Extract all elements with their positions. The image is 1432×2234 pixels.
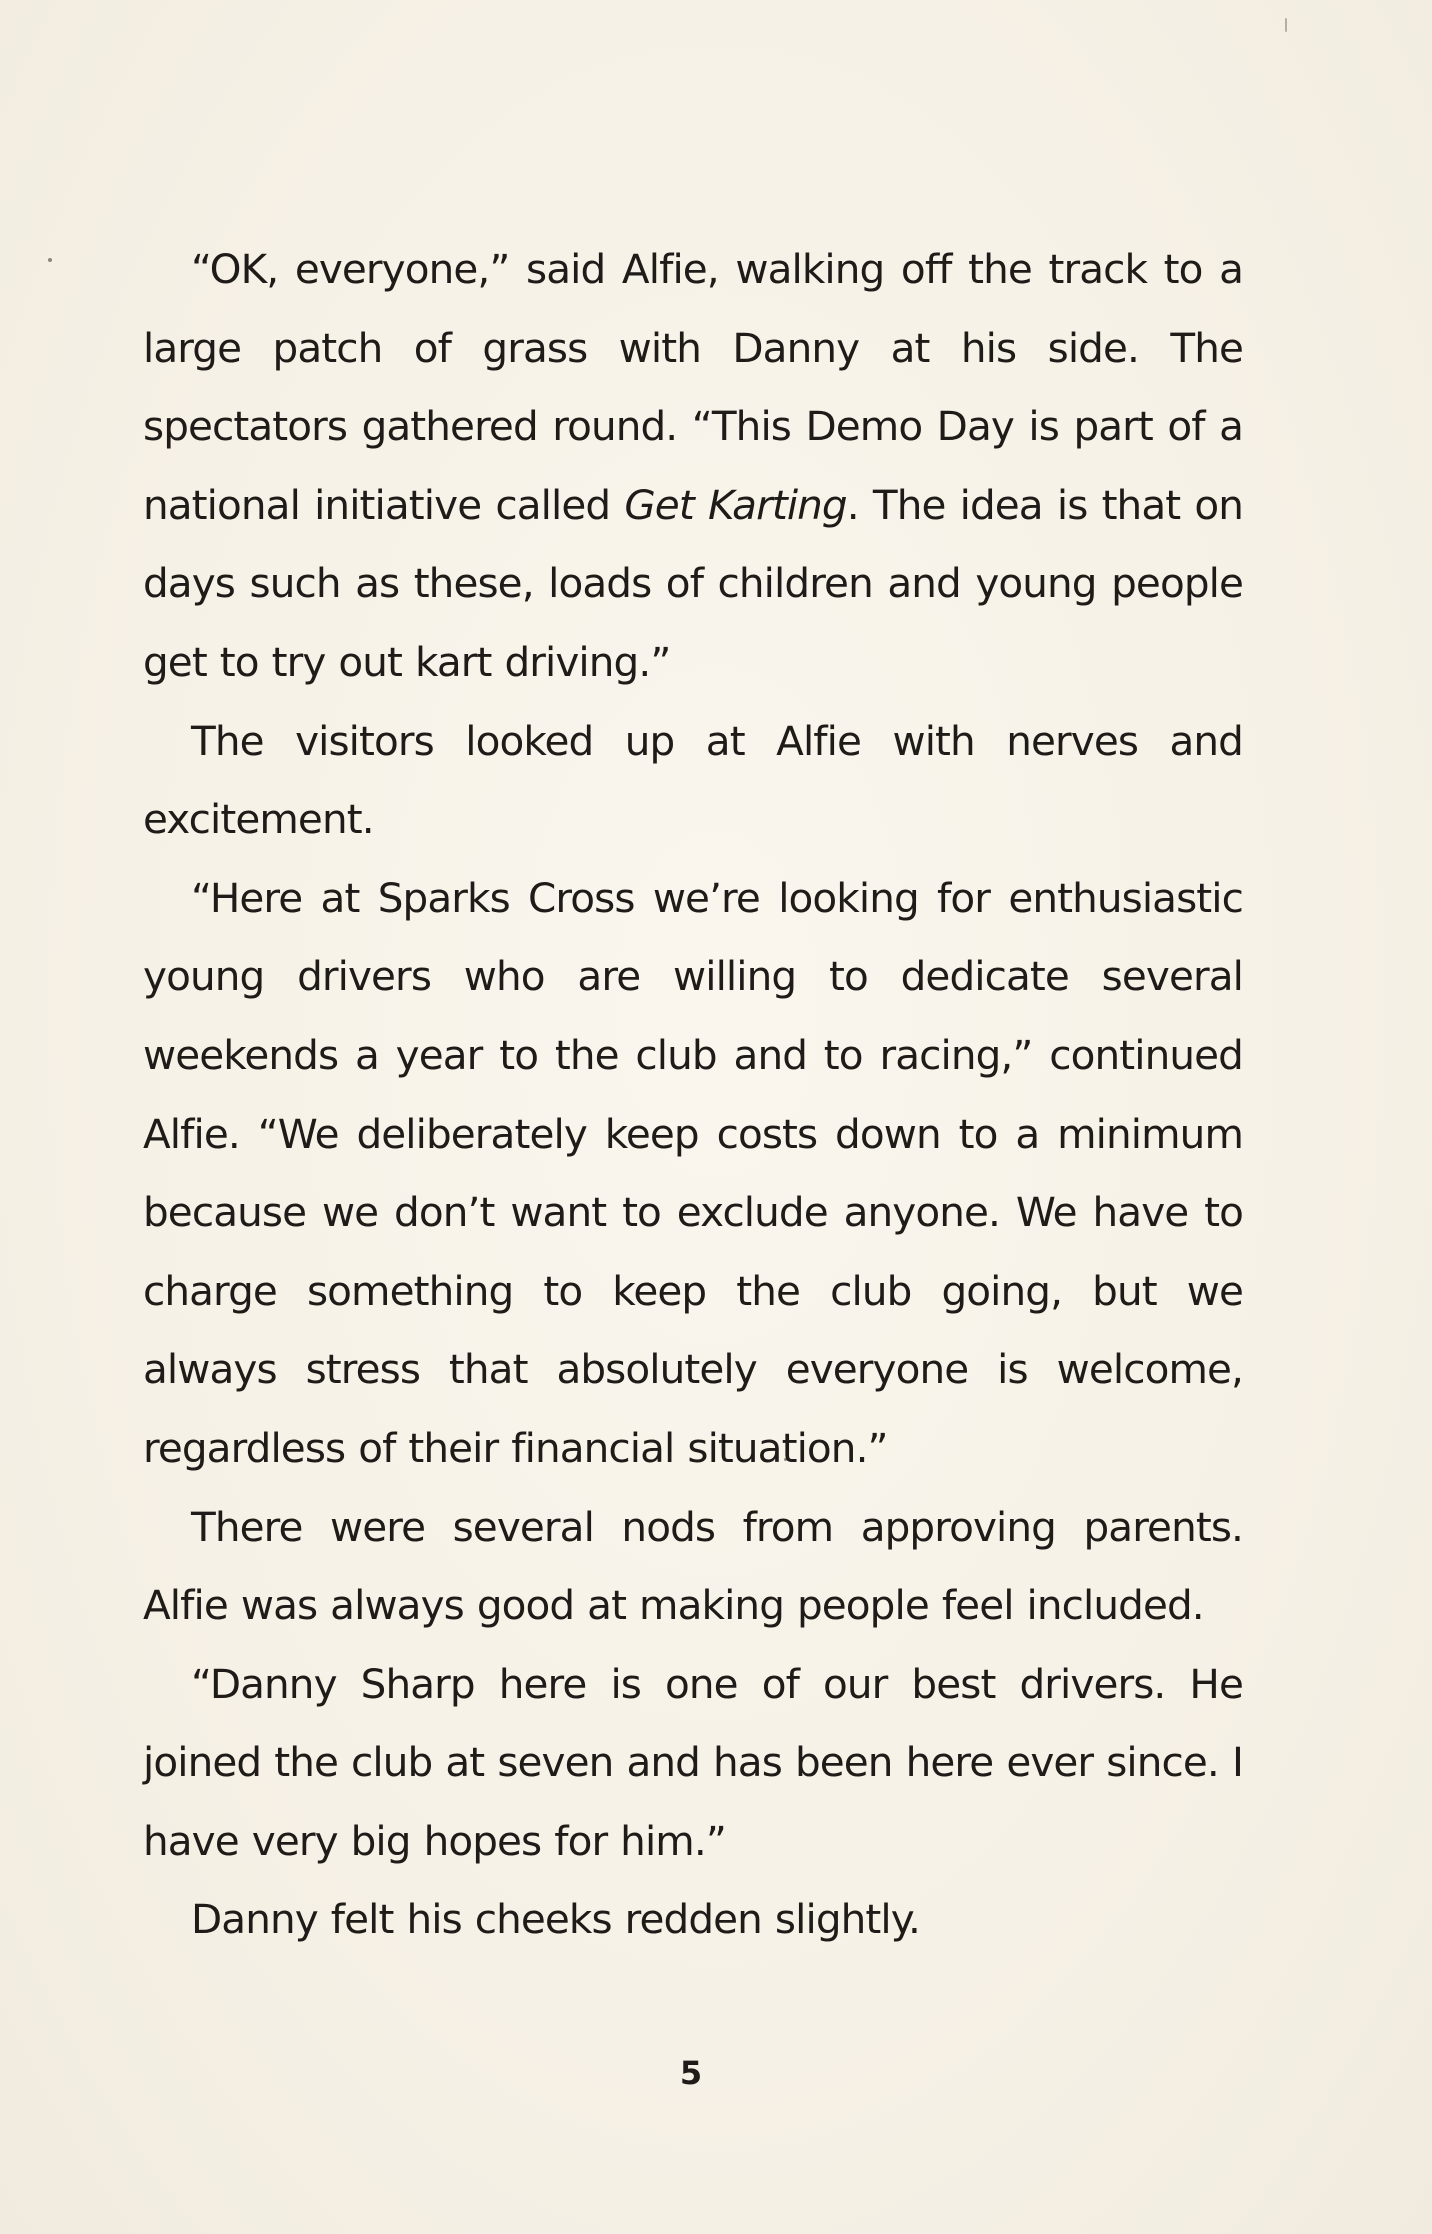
paragraph-6: Danny felt his cheeks redden slightly. xyxy=(191,1895,920,1944)
initiative-title: Get Karting xyxy=(624,480,847,529)
paragraph-5: “Danny Sharp here is one of our best drivers. He joined the club at seven and has been here ever since. I have very big hopes for him.” xyxy=(143,1659,1243,1865)
paragraph-4: There were several nods from approving parents. Alfie was always good at making people feel included. xyxy=(143,1502,1243,1630)
page-number: 5 xyxy=(679,2054,703,2092)
paper-speck xyxy=(48,258,52,262)
body-text xyxy=(143,230,1243,1959)
paragraph-1-text-start: “OK, everyone,” said Alfie, walking off the track to a large patch of grass with Danny at his side. The spectators gathered round. “This Demo Day is part of a national initiative called xyxy=(143,245,1243,529)
paper-speck xyxy=(1285,18,1287,32)
paragraph-1 xyxy=(143,230,1243,702)
paragraph-1-text-end: . The idea is that on days such as these, loads of children and young people get to try out kart driving.” xyxy=(143,480,1244,686)
paragraph-2: The visitors looked up at Alfie with nerves and excitement. xyxy=(143,716,1243,844)
paragraph-3: “Here at Sparks Cross we’re looking for enthusiastic young drivers who are willing to dedicate several weekends a year to the club and to racing,” continued Alfie. “We deliberately keep costs down to a minimum because we don’t want to exclude anyone. We have to charge something to keep the club going, but we always stress that absolutely everyone is welcome, regardless of their financial situation.” xyxy=(143,873,1243,1472)
